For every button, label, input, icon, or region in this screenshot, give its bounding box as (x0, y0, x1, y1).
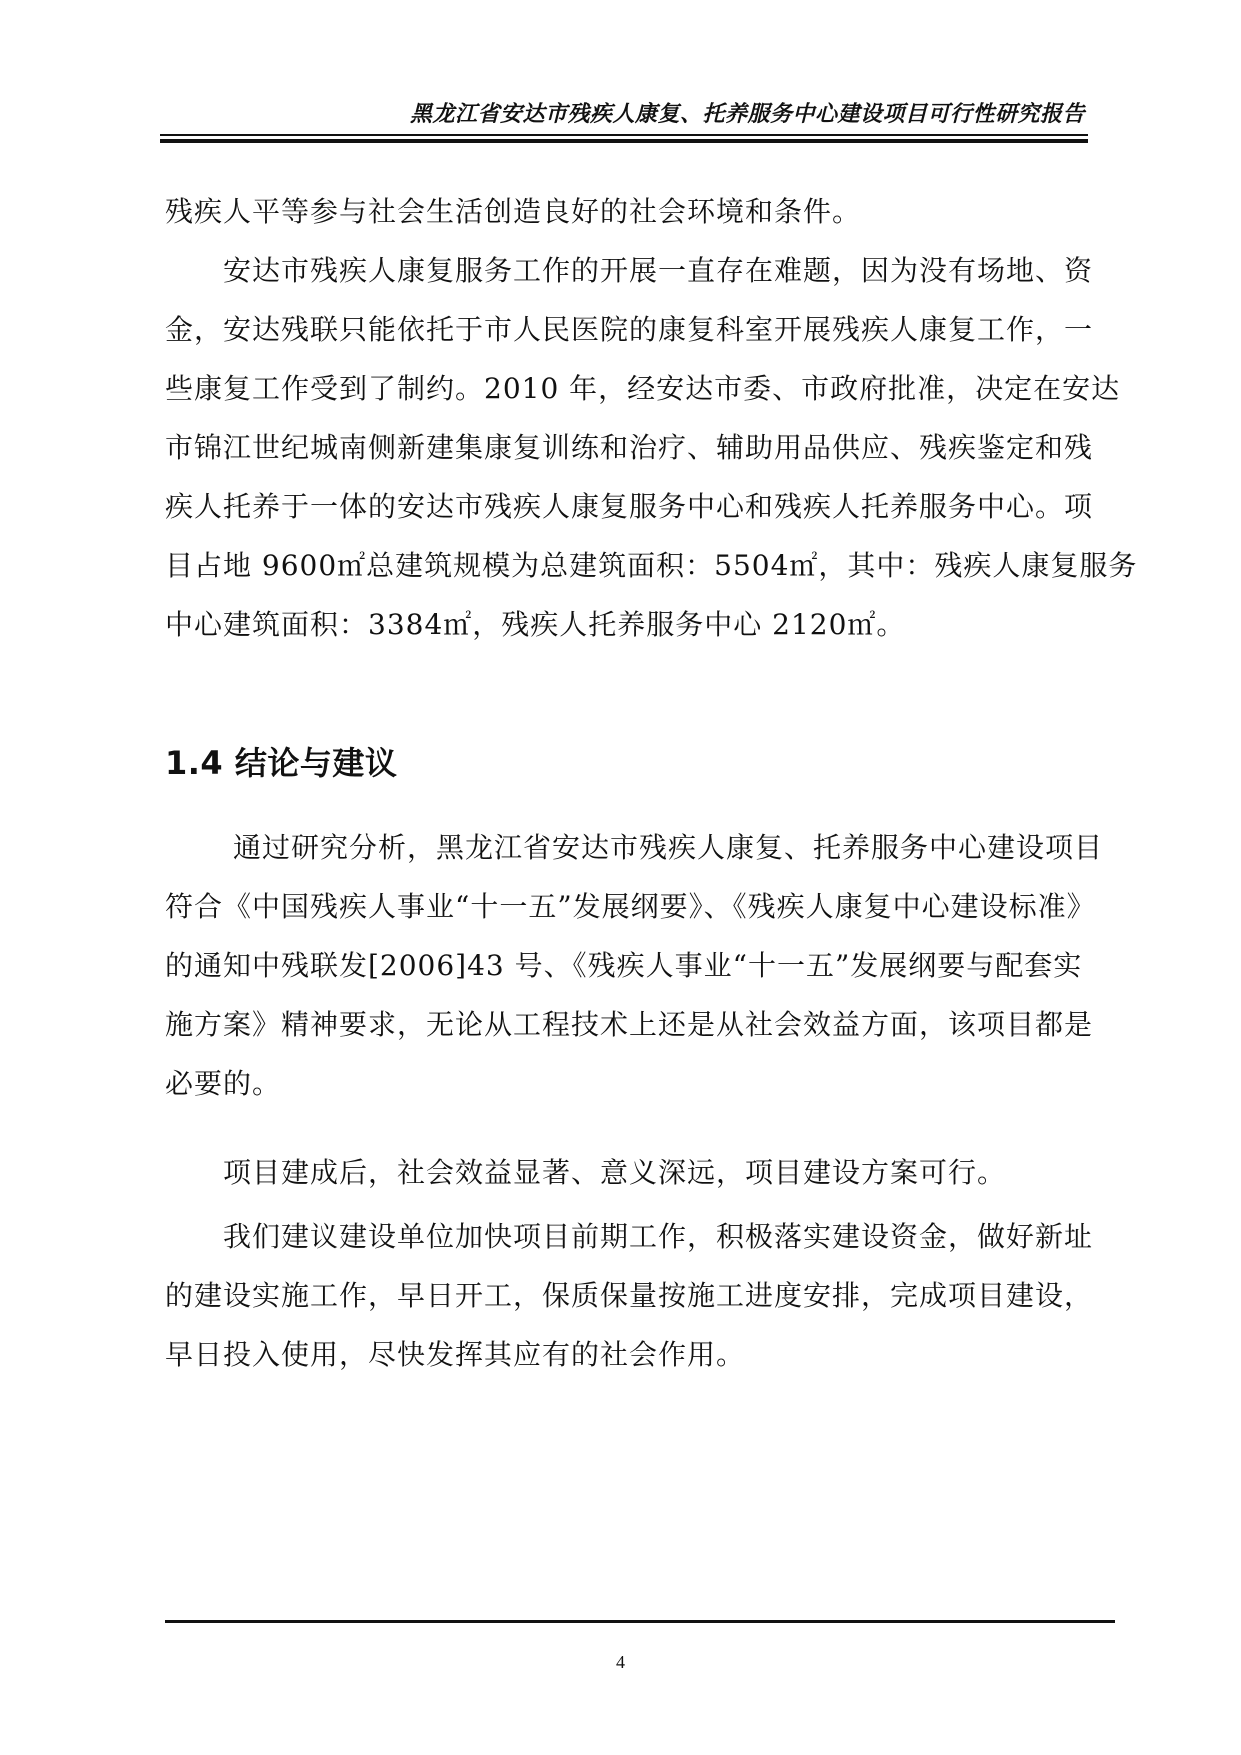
text-line: 残疾人平等参与社会生活创造良好的社会环境和条件。 (165, 195, 862, 228)
text-line: 必要的。 (165, 1067, 282, 1100)
text-line: 市锦江世纪城南侧新建集康复训练和治疗、辅助用品供应、残疾鉴定和残 (165, 431, 1094, 464)
text-line: 目占地 9600㎡总建筑规模为总建筑面积：5504㎡，其中：残疾人康复服务 (165, 549, 1138, 582)
text-line: 我们建议建设单位加快项目前期工作，积极落实建设资金，做好新址 (223, 1220, 1094, 1253)
page-number: 4 (616, 1652, 625, 1672)
text-line: 安达市残疾人康复服务工作的开展一直存在难题，因为没有场地、资 (223, 254, 1094, 287)
background-paragraph (165, 241, 1138, 654)
text-line: 通过研究分析，黑龙江省安达市残疾人康复、托养服务中心建设项目 (233, 831, 1104, 864)
text-line: 的建设实施工作，早日开工，保质保量按施工进度安排，完成项目建设， (165, 1279, 1094, 1312)
text-line: 中心建筑面积：3384㎡，残疾人托养服务中心 2120㎡。 (165, 608, 906, 641)
text-line: 的通知中残联发[2006]43 号、《残疾人事业“十一五”发展纲要与配套实 (165, 949, 1083, 982)
header-rule-thin (160, 134, 1088, 136)
feasibility-paragraph (165, 1143, 1110, 1202)
text-line: 项目建成后，社会效益显著、意义深远，项目建设方案可行。 (223, 1156, 1007, 1189)
conclusion-paragraph (165, 818, 1110, 1113)
page-header-title: 黑龙江省安达市残疾人康复、托养服务中心建设项目可行性研究报告 (409, 102, 1085, 127)
continuation-paragraph (165, 182, 1110, 241)
section-heading: 1.4 结论与建议 (165, 744, 398, 782)
text-line: 早日投入使用，尽快发挥其应有的社会作用。 (165, 1338, 746, 1371)
footer-rule (165, 1620, 1115, 1623)
recommendation-paragraph (165, 1207, 1110, 1384)
text-line: 施方案》精神要求，无论从工程技术上还是从社会效益方面，该项目都是 (165, 1008, 1094, 1041)
text-line: 符合《中国残疾人事业“十一五”发展纲要》、《残疾人康复中心建设标准》 (165, 890, 1096, 923)
text-line: 疾人托养于一体的安达市残疾人康复服务中心和残疾人托养服务中心。项 (165, 490, 1094, 523)
text-line: 金，安达残联只能依托于市人民医院的康复科室开展残疾人康复工作，一 (165, 313, 1094, 346)
text-line: 些康复工作受到了制约。2010 年，经安达市委、市政府批准，决定在安达 (165, 372, 1121, 405)
header-rule-thick (160, 139, 1088, 143)
